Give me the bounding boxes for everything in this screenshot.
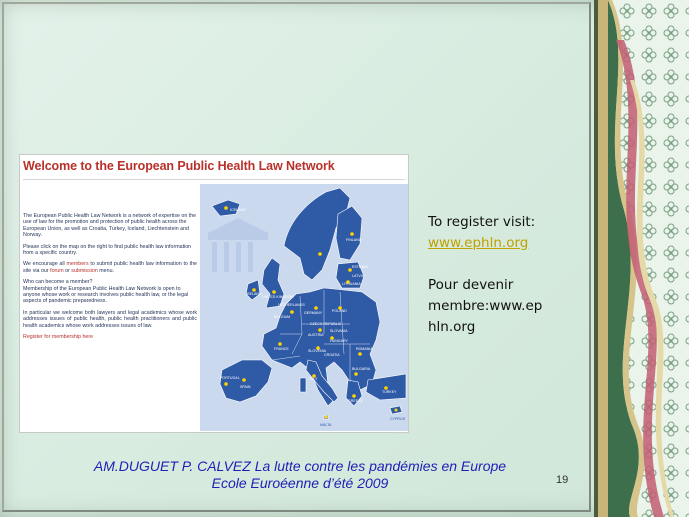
label-uk: UNITED KINGDOM bbox=[262, 295, 294, 299]
label-spain: SPAIN bbox=[240, 385, 251, 389]
label-hungary: HUNGARY bbox=[330, 339, 348, 343]
members-link[interactable]: members bbox=[66, 261, 89, 268]
website-screenshot bbox=[19, 154, 409, 433]
label-lithuania: LITHUANIA bbox=[342, 282, 361, 286]
forum-link[interactable]: forum bbox=[50, 267, 64, 274]
label-romania: ROMANIA bbox=[356, 347, 373, 351]
pour-devenir-line: Pour devenir bbox=[428, 277, 514, 293]
footer-school-line: Ecole Euroéenne d’été 2009 bbox=[211, 474, 389, 491]
label-turkey: TURKEY bbox=[382, 390, 397, 394]
label-latvia: LATVIA bbox=[352, 274, 365, 278]
label-greece: GREECE bbox=[348, 399, 364, 403]
registration-text bbox=[428, 212, 563, 338]
footer-authors-line: AM.DUGUET P. CALVEZ La lutte contre les pandémies en Europe bbox=[93, 458, 507, 474]
encourage-paragraph: We encourage all members to submit public health law information to the site via our forum or submission menu. bbox=[23, 261, 197, 274]
label-czech: CZECH REPUBLIC bbox=[310, 322, 342, 326]
membre-line-cont: hln.org bbox=[428, 319, 476, 335]
label-france: FRANCE bbox=[274, 347, 289, 351]
membre-line: membre:www.ep bbox=[428, 298, 543, 314]
page-number: 19 bbox=[556, 474, 569, 486]
label-austria: AUSTRIA bbox=[308, 333, 324, 337]
welcome-paragraph: In particular we welcome both lawyers and legal academics whose work addresses issues of public health, public health practitioners and public health academics whose work addresses issues of law. bbox=[23, 309, 197, 329]
slide-footer bbox=[60, 458, 540, 491]
membership-heading: Who can become a member? bbox=[23, 279, 93, 286]
label-ireland: IRELAND bbox=[246, 292, 262, 296]
register-line: To register visit: bbox=[428, 214, 536, 230]
register-membership-link[interactable]: Register for membership here bbox=[23, 334, 94, 341]
intro-paragraph: The European Public Health Law Network is a network of expertise on the use of law for the promotion and protection of public health across the European Union, as well as Croatia, Turkey, Iceland, Liechtenstein and Norway. bbox=[23, 213, 197, 239]
label-estonia: ESTONIA bbox=[352, 265, 368, 269]
website-intro-text bbox=[23, 213, 197, 346]
label-iceland: ICELAND bbox=[230, 208, 246, 212]
label-belgium: BELGIUM bbox=[274, 315, 291, 319]
label-slovakia: SLOVAKIA bbox=[330, 329, 348, 333]
ephln-link[interactable]: www.ephln.org bbox=[428, 235, 529, 251]
map-sardinia bbox=[300, 378, 306, 392]
label-cyprus: CYPRUS bbox=[390, 417, 405, 421]
decorative-border bbox=[594, 0, 689, 517]
membership-paragraph: Who can become a member? Membership of the European Public Health Law Network is open to anyone whose work or research involves public health law, or the legal aspects of pandemic preparedness. bbox=[23, 279, 189, 305]
label-germany: GERMANY bbox=[304, 311, 323, 315]
label-netherlands: NETHERLANDS bbox=[278, 303, 305, 307]
map-instruction-paragraph: Please click on the map on the right to find public health law information from a specific country. bbox=[23, 243, 192, 257]
label-croatia: CROATIA bbox=[324, 353, 340, 357]
submission-link[interactable]: submission bbox=[71, 267, 98, 274]
label-slovenia: SLOVENIA bbox=[308, 349, 326, 353]
label-poland: POLAND bbox=[332, 309, 347, 313]
website-title: Welcome to the European Public Health Law Network bbox=[23, 159, 335, 173]
europe-map[interactable] bbox=[200, 184, 408, 431]
title-divider bbox=[23, 179, 405, 180]
label-italy: ITALY bbox=[308, 377, 318, 381]
label-finland: FINLAND bbox=[346, 238, 362, 242]
label-portugal: PORTUGAL bbox=[220, 376, 240, 380]
label-malta: MALTA bbox=[320, 423, 332, 427]
label-bulgaria: BULGARIA bbox=[352, 367, 371, 371]
